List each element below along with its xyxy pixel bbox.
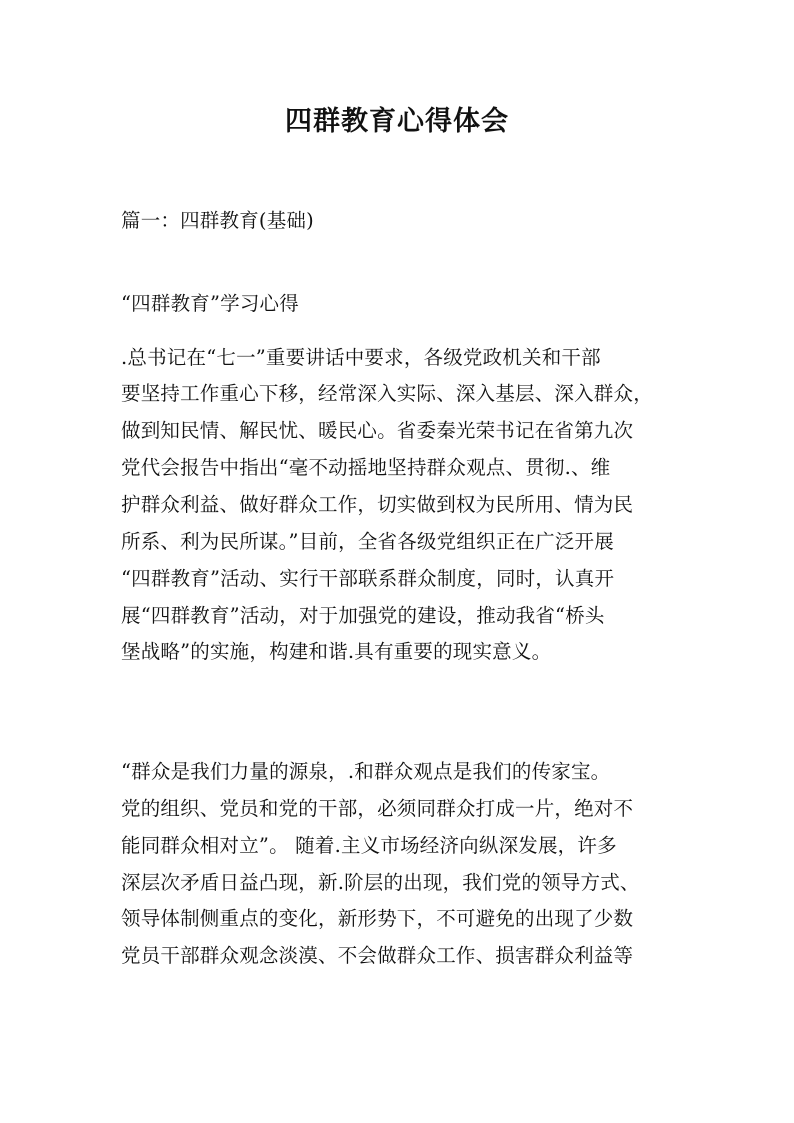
paragraph-line: 堡战略”的实施，构建和谐.具有重要的现实意义。 bbox=[121, 640, 552, 663]
paragraph-line: 能同群众相对立”。 随着.主义市场经济向纵深发展，许多 bbox=[121, 834, 617, 857]
paragraph-line: “四群教育”活动、实行干部联系群众制度，同时，认真开 bbox=[121, 567, 615, 590]
paragraph-line: 护群众利益、做好群众工作，切实做到权为民所用、情为民 bbox=[121, 493, 634, 516]
paragraph-line: “群众是我们力量的源泉，.和群众观点是我们的传家宝。 bbox=[121, 760, 611, 783]
paragraph-line: 领导体制侧重点的变化，新形势下，不可避免的出现了少数 bbox=[121, 907, 634, 930]
paragraph-line: 所系、利为民所谋。”目前，全省各级党组织正在广泛开展 bbox=[121, 530, 614, 553]
paragraph-line: 深层次矛盾日益凸现，新.阶层的出现，我们党的领导方式、 bbox=[121, 871, 640, 894]
paragraph-line: 党的组织、党员和党的干部，必须同群众打成一片，绝对不 bbox=[121, 797, 634, 820]
paragraph-line: 做到知民情、解民忧、暖民心。省委秦光荣书记在省第九次 bbox=[121, 419, 634, 442]
paragraph-line: 党员干部群众观念淡漠、不会做群众工作、损害群众利益等 bbox=[121, 944, 634, 967]
document-title: 四群教育心得体会 bbox=[285, 106, 509, 137]
subheading: “四群教育”学习心得 bbox=[121, 292, 299, 315]
paragraph-line: 要坚持工作重心下移，经常深入实际、深入基层、深入群众， bbox=[121, 382, 653, 405]
paragraph-line: 党代会报告中指出“毫不动摇地坚持群众观点、贯彻.、维 bbox=[121, 456, 611, 479]
paragraph-line: .总书记在“七一”重要讲话中要求，各级党政机关和干部 bbox=[121, 346, 601, 369]
paragraph-line: 展“四群教育”活动，对于加强党的建设，推动我省“桥头 bbox=[121, 604, 605, 627]
section-heading: 篇一：四群教育(基础) bbox=[121, 209, 314, 232]
